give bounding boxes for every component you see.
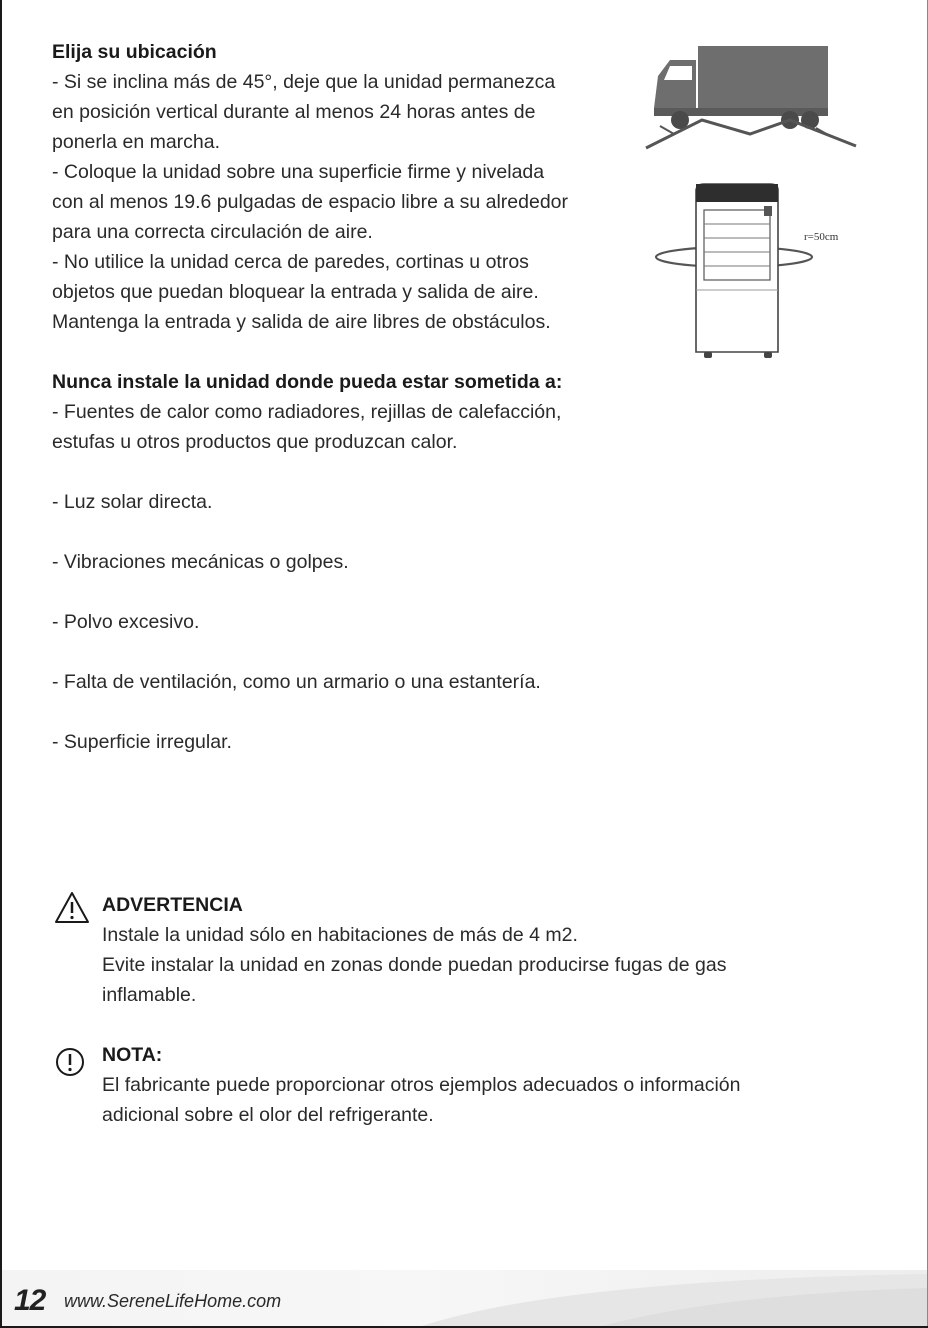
clearance-radius-label: r=50cm xyxy=(804,231,839,243)
location-line: - No utilice la unidad cerca de paredes, cortinas u otros xyxy=(52,251,529,273)
page-border-left xyxy=(0,0,2,1328)
never-install-item: estufas u otros productos que produzcan calor. xyxy=(52,431,458,453)
info-circle-icon xyxy=(54,1046,86,1078)
never-install-item: - Luz solar directa. xyxy=(52,491,213,513)
never-install-heading: Nunca instale la unidad donde pueda estar sometida a: xyxy=(52,371,563,393)
page-number: 12 xyxy=(14,1284,46,1317)
location-line: - Coloque la unidad sobre una superficie firme y nivelada xyxy=(52,161,545,183)
note-line: El fabricante puede proporcionar otros ejemplos adecuados o información xyxy=(102,1074,741,1096)
location-line: Mantenga la entrada y salida de aire libres de obstáculos. xyxy=(52,311,551,333)
location-line: - Si se inclina más de 45°, deje que la unidad permanezca xyxy=(52,71,556,93)
warning-line: inflamable. xyxy=(102,984,197,1006)
warning-triangle-icon xyxy=(54,890,90,926)
warning-line: Instale la unidad sólo en habitaciones de más de 4 m2. xyxy=(102,924,578,946)
never-install-item: - Fuentes de calor como radiadores, rejillas de calefacción, xyxy=(52,401,562,423)
note-notice xyxy=(52,1040,872,1140)
location-line: objetos que puedan bloquear la entrada y salida de aire. xyxy=(52,281,539,303)
truck-tilt-illustration xyxy=(640,38,860,156)
never-install-item: - Polvo excesivo. xyxy=(52,611,200,633)
note-line: adicional sobre el olor del refrigerante. xyxy=(102,1104,434,1126)
warning-line: Evite instalar la unidad en zonas donde puedan producirse fugas de gas xyxy=(102,954,727,976)
location-heading: Elija su ubicación xyxy=(52,41,217,63)
location-line: para una correcta circulación de aire. xyxy=(52,221,373,243)
main-text-column xyxy=(52,37,652,757)
location-line: ponerla en marcha. xyxy=(52,131,221,153)
website-link: www.SereneLifeHome.com xyxy=(64,1291,282,1311)
location-line: con al menos 19.6 pulgadas de espacio libre a su alrededor xyxy=(52,191,569,213)
never-install-item: - Falta de ventilación, como un armario o una estantería. xyxy=(52,671,541,693)
warning-title: ADVERTENCIA xyxy=(102,894,243,916)
never-install-item: - Superficie irregular. xyxy=(52,731,232,753)
air-conditioner-clearance-illustration xyxy=(652,180,867,375)
warning-notice xyxy=(52,890,872,1020)
location-line: en posición vertical durante al menos 24 horas antes de xyxy=(52,101,536,123)
note-title: NOTA: xyxy=(102,1044,163,1066)
never-install-item: - Vibraciones mecánicas o golpes. xyxy=(52,551,349,573)
